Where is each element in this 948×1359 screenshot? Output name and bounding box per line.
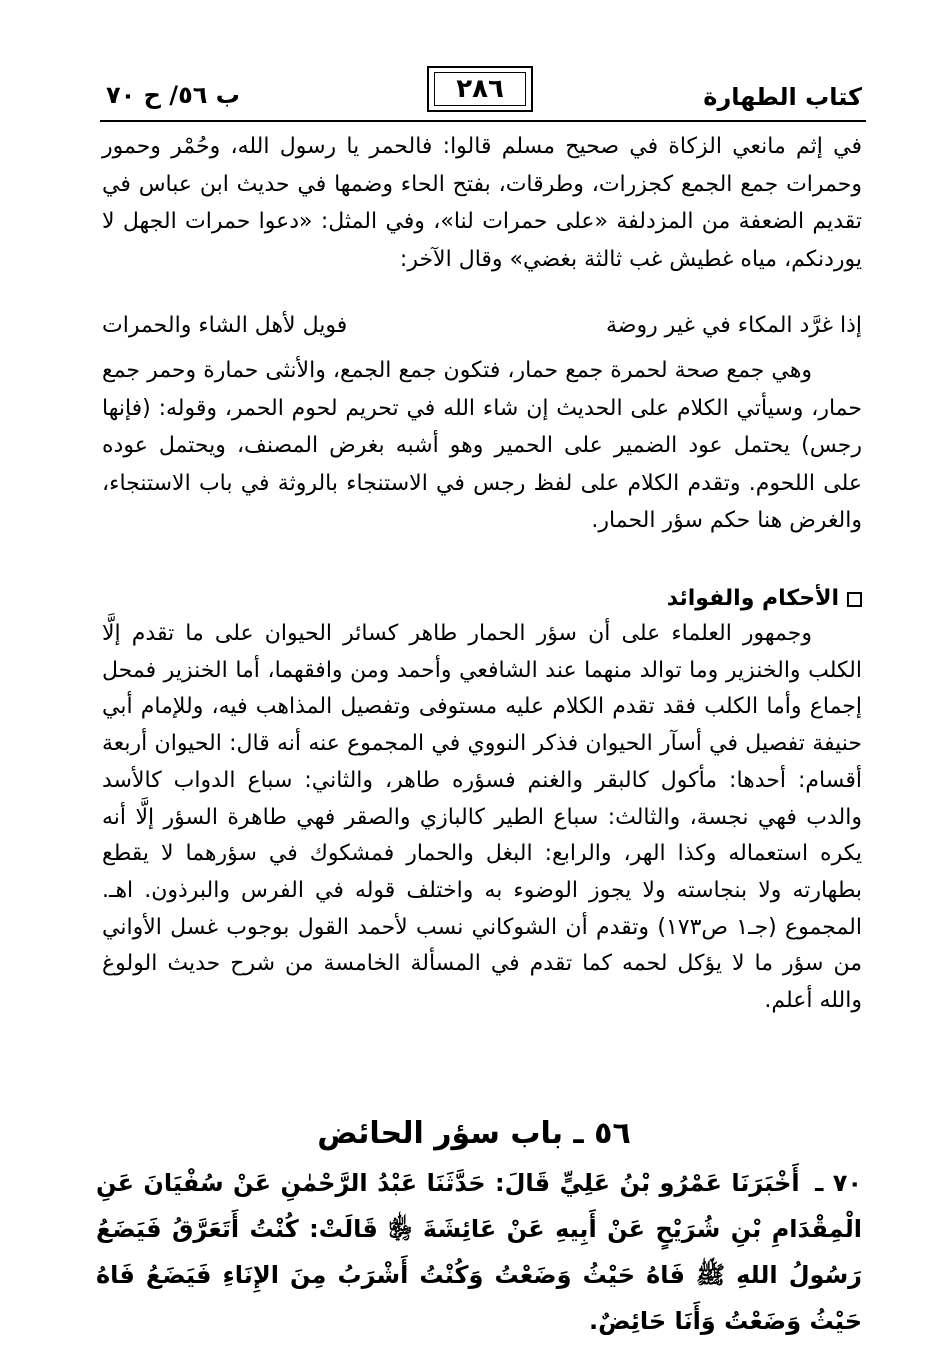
section-heading [667,584,862,614]
paragraph-1: في إثم مانعي الزكاة في صحيح مسلم قالوا: فالحمر يا رسول الله، وحُمْر وحمور وحمرات جمع الجمع كجزرات، وطرقات، بفتح الحاء وضمها في حديث ابن عباس في تقديم الضعفة من المزدلفة «على حمرات لنا»، وفي المثل: «دعوا حمرات الجهل لا يوردنكم، مياه غطيش غب ثالثة بغضي» وقال الآخر: [102,134,862,272]
page-number: ٢٨٦ [434,72,526,106]
poem-verse [102,307,862,344]
chapter-heading: ٥٦ ـ باب سؤر الحائض [317,1116,631,1151]
hadith-block [96,1160,862,1344]
page-number-frame [427,66,533,112]
hadith-text: أَخْبَرَنَا عَمْرُو بْنُ عَلِيٍّ قَالَ: حَدَّثَنَا عَبْدُ الرَّحْمٰنِ عَنْ سُفْيَانَ عَنِ الْمِقْدَامِ بْنِ شُرَيْحٍ عَنْ أَبِيهِ عَنْ عَائِشَةَ ﵂ قَالَتْ: كُنْتُ أَتَعَرَّقُ فَيَضَعُ رَسُولُ اللهِ ﷺ فَاهُ حَيْثُ وَضَعْتُ وَكُنْتُ أَشْرَبُ مِنَ الإِنَاءِ فَيَضَعُ فَاهُ حَيْثُ وَضَعْتُ وَأَنَا حَائِضٌ. [96,1169,862,1335]
paragraph-2: وهي جمع صحة لحمرة جمع حمار، فتكون جمع الجمع، والأنثى حمارة وحمر جمع حمار، وسيأتي الكلام على الحديث إن شاء الله في تحريم لحوم الحمر، وقوله: (فإنها رجس) يحتمل عود الضمير على الحمير وهو أشبه بغرض المصنف، ويحتمل عوده على اللحوم. وتقدم الكلام على لفظ رجس في الاستنجاء بالروثة في باب الاستنجاء، والغرض هنا حكم سؤر الحمار. [102,358,862,533]
poem-hemistich-1: إذا غرَّد المكاء في غير روضة [605,313,862,338]
paragraph-3: وجمهور العلماء على أن سؤر الحمار طاهر كسائر الحيوان على ما تقدم إلَّا الكلب والخنزير وما توالد منهما عند الشافعي وأحمد ومن وافقهما، أما الخنزير فمحل إجماع وأما الكلب فقد تقدم الكلام عليه مستوفى وتفصيل المذاهب فيه، وللإمام أبي حنيفة تفصيل في أسآر الحيوان فذكر النووي في المجموع عنه أنه قال: الحيوان أربعة أقسام: أحدها: مأكول كالبقر والغنم فسؤره طاهر، والثاني: سباع الدواب كالأسد والدب فهي نجسة، والثالث: سباع الطير كالبازي والصقر فهي طاهرة السؤر إلَّا أنه يكره استعماله وكذا الهر، والرابع: البغل والحمار فمشكوك في سؤرهما لا يقطع بطهارته ولا بنجاسته ولا يجوز الوضوء به واختلف قوله في الفرس والبرذون. اهـ. المجموع (جـ١ ص١٧٣) وتقدم أن الشوكاني نسب لأحمد القول بوجوب غسل الأواني من سؤر ما لا يؤكل لحمه كما تقدم في المسألة الخامسة من شرح حديث الولوغ والله أعلم. [102,621,863,1014]
chapter-reference: ب ٥٦/ ح ٧٠ [106,81,240,109]
section-heading-text: الأحكام والفوائد [666,586,839,611]
square-bullet-icon [847,592,862,607]
poem-hemistich-2: فويل لأهل الشاء والحمرات [102,313,348,338]
hadith-number: ٧٠ ـ [815,1169,863,1197]
book-title: كتاب الطهارة [703,83,862,111]
header-divider [100,120,866,122]
